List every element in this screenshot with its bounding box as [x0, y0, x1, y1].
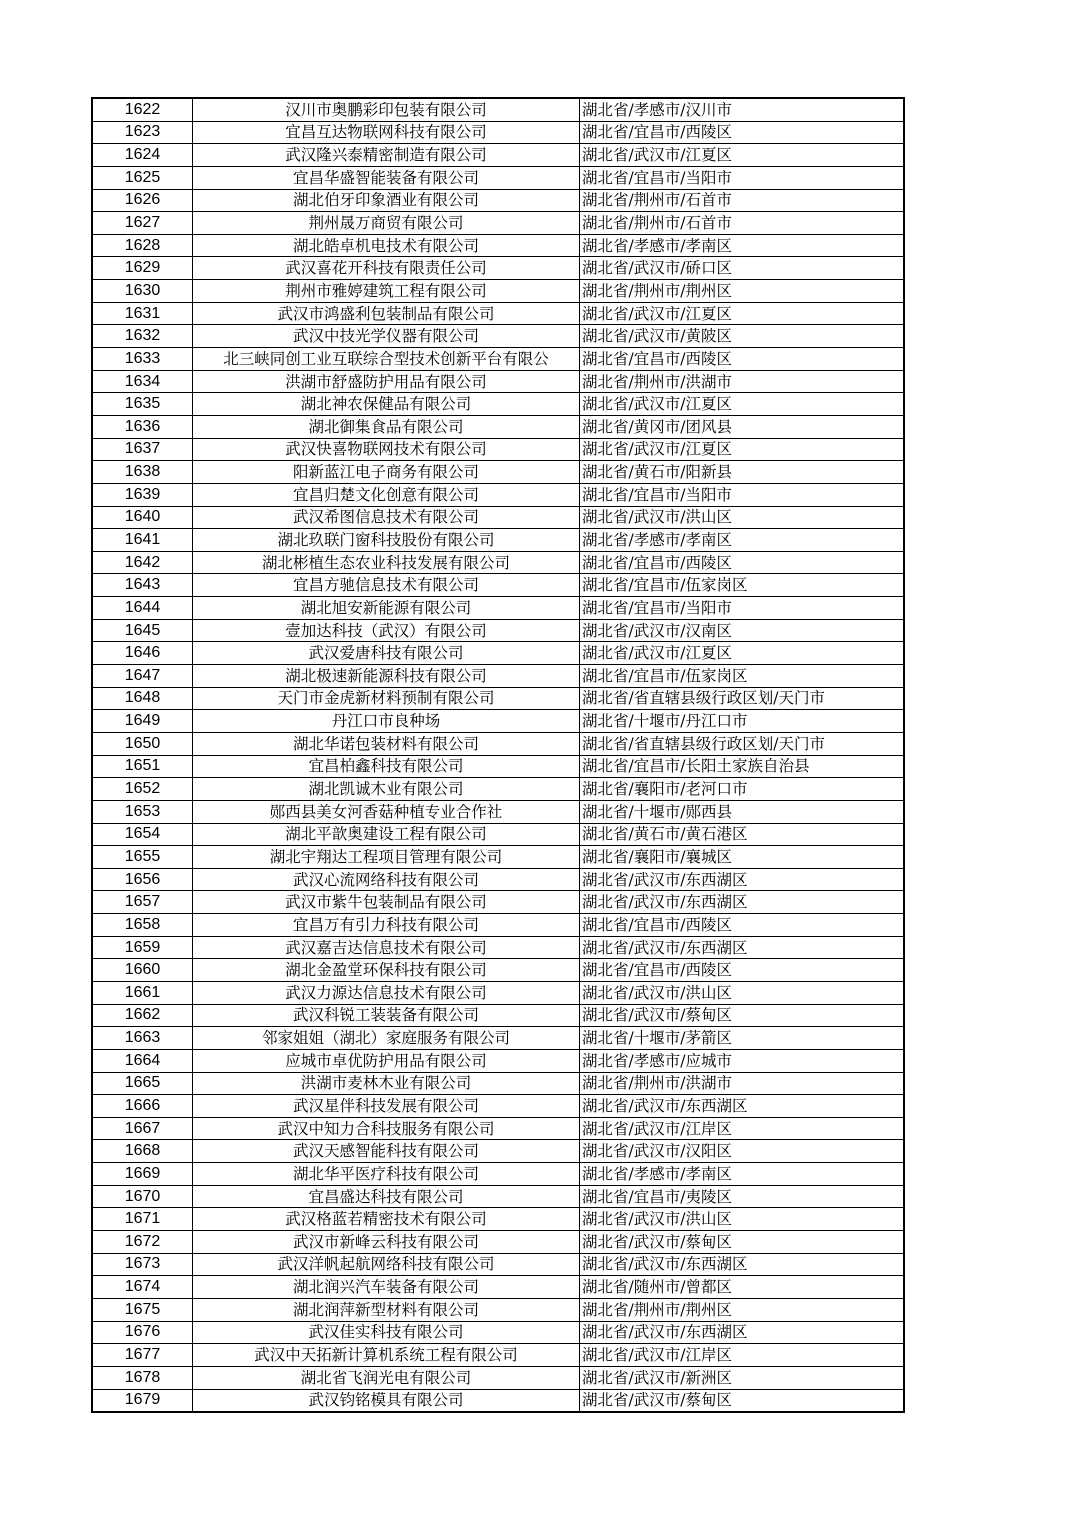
region-cell: 湖北省/省直辖县级行政区划/天门市	[580, 687, 905, 710]
company-name-cell: 荆州晟万商贸有限公司	[193, 212, 580, 235]
company-name-cell: 荆州市雅婷建筑工程有限公司	[193, 280, 580, 303]
region-cell: 湖北省/武汉市/蔡甸区	[580, 1231, 905, 1254]
company-name-cell: 武汉格蓝若精密技术有限公司	[193, 1208, 580, 1231]
region-cell: 湖北省/宜昌市/西陵区	[580, 551, 905, 574]
table-row	[92, 1027, 904, 1050]
region-cell: 湖北省/武汉市/硚口区	[580, 257, 905, 280]
row-number-cell: 1653	[92, 800, 193, 823]
row-number-cell: 1637	[92, 438, 193, 461]
region-cell: 湖北省/宜昌市/当阳市	[580, 483, 905, 506]
region-cell: 湖北省/武汉市/洪山区	[580, 506, 905, 529]
company-name-cell: 北三峡同创工业互联综合型技术创新平台有限公	[193, 348, 580, 371]
table-row	[92, 823, 904, 846]
row-number-cell: 1651	[92, 755, 193, 778]
table-row	[92, 597, 904, 620]
table-row	[92, 1253, 904, 1276]
table-row	[92, 1117, 904, 1140]
company-name-cell: 丹江口市良种场	[193, 710, 580, 733]
table-row	[92, 710, 904, 733]
table-row	[92, 1163, 904, 1186]
table-row	[92, 1140, 904, 1163]
company-name-cell: 汉川市奥鹏彩印包装有限公司	[193, 98, 580, 121]
company-name-cell: 湖北玖联门窗科技股份有限公司	[193, 529, 580, 552]
region-cell: 湖北省/孝感市/孝南区	[580, 529, 905, 552]
region-cell: 湖北省/荆州市/石首市	[580, 212, 905, 235]
table-row	[92, 348, 904, 371]
row-number-cell: 1656	[92, 868, 193, 891]
company-name-cell: 武汉佳实科技有限公司	[193, 1321, 580, 1344]
table-row	[92, 687, 904, 710]
table-row	[92, 280, 904, 303]
region-cell: 湖北省/武汉市/东西湖区	[580, 1321, 905, 1344]
table-row	[92, 1321, 904, 1344]
table-row	[92, 506, 904, 529]
row-number-cell: 1675	[92, 1298, 193, 1321]
row-number-cell: 1677	[92, 1344, 193, 1367]
row-number-cell: 1662	[92, 1004, 193, 1027]
company-name-cell: 武汉嘉吉达信息技术有限公司	[193, 936, 580, 959]
region-cell: 湖北省/孝感市/汉川市	[580, 98, 905, 121]
row-number-cell: 1628	[92, 234, 193, 257]
row-number-cell: 1626	[92, 189, 193, 212]
table-row	[92, 438, 904, 461]
row-number-cell: 1658	[92, 914, 193, 937]
row-number-cell: 1657	[92, 891, 193, 914]
row-number-cell: 1665	[92, 1072, 193, 1095]
company-name-cell: 武汉爱唐科技有限公司	[193, 642, 580, 665]
table-row	[92, 1344, 904, 1367]
company-name-cell: 湖北华平医疗科技有限公司	[193, 1163, 580, 1186]
region-cell: 湖北省/武汉市/新洲区	[580, 1366, 905, 1389]
company-name-cell: 湖北伯牙印象酒业有限公司	[193, 189, 580, 212]
table-row	[92, 1366, 904, 1389]
row-number-cell: 1668	[92, 1140, 193, 1163]
region-cell: 湖北省/武汉市/江夏区	[580, 438, 905, 461]
company-name-cell: 武汉天感智能科技有限公司	[193, 1140, 580, 1163]
row-number-cell: 1666	[92, 1095, 193, 1118]
company-name-cell: 武汉隆兴泰精密制造有限公司	[193, 144, 580, 167]
table-row	[92, 1276, 904, 1299]
company-name-cell: 湖北极速新能源科技有限公司	[193, 665, 580, 688]
region-cell: 湖北省/宜昌市/伍家岗区	[580, 574, 905, 597]
table-row	[92, 1389, 904, 1412]
row-number-cell: 1633	[92, 348, 193, 371]
region-cell: 湖北省/武汉市/江夏区	[580, 642, 905, 665]
row-number-cell: 1624	[92, 144, 193, 167]
company-name-cell: 宜昌互达物联网科技有限公司	[193, 121, 580, 144]
table-row	[92, 234, 904, 257]
region-cell: 湖北省/武汉市/汉南区	[580, 619, 905, 642]
table-row	[92, 529, 904, 552]
row-number-cell: 1644	[92, 597, 193, 620]
region-cell: 湖北省/宜昌市/夷陵区	[580, 1185, 905, 1208]
company-name-cell: 洪湖市舒盛防护用品有限公司	[193, 370, 580, 393]
table-row	[92, 212, 904, 235]
row-number-cell: 1647	[92, 665, 193, 688]
company-name-cell: 武汉中知力合科技服务有限公司	[193, 1117, 580, 1140]
region-cell: 湖北省/武汉市/蔡甸区	[580, 1389, 905, 1412]
table-row	[92, 370, 904, 393]
region-cell: 湖北省/荆州市/荆州区	[580, 1298, 905, 1321]
region-cell: 湖北省/孝感市/孝南区	[580, 1163, 905, 1186]
region-cell: 湖北省/宜昌市/当阳市	[580, 166, 905, 189]
region-cell: 湖北省/宜昌市/伍家岗区	[580, 665, 905, 688]
region-cell: 湖北省/武汉市/江夏区	[580, 144, 905, 167]
row-number-cell: 1670	[92, 1185, 193, 1208]
table-row	[92, 461, 904, 484]
row-number-cell: 1673	[92, 1253, 193, 1276]
company-name-cell: 武汉市新峰云科技有限公司	[193, 1231, 580, 1254]
table-row	[92, 257, 904, 280]
company-list-body	[92, 98, 904, 1412]
region-cell: 湖北省/武汉市/黄陂区	[580, 325, 905, 348]
region-cell: 湖北省/武汉市/汉阳区	[580, 1140, 905, 1163]
row-number-cell: 1631	[92, 302, 193, 325]
row-number-cell: 1679	[92, 1389, 193, 1412]
region-cell: 湖北省/武汉市/蔡甸区	[580, 1004, 905, 1027]
company-name-cell: 湖北润萍新型材料有限公司	[193, 1298, 580, 1321]
table-row	[92, 732, 904, 755]
company-name-cell: 湖北润兴汽车装备有限公司	[193, 1276, 580, 1299]
row-number-cell: 1650	[92, 732, 193, 755]
row-number-cell: 1629	[92, 257, 193, 280]
region-cell: 湖北省/武汉市/江夏区	[580, 302, 905, 325]
table-row	[92, 1072, 904, 1095]
company-name-cell: 湖北华诺包装材料有限公司	[193, 732, 580, 755]
company-name-cell: 武汉喜花开科技有限责任公司	[193, 257, 580, 280]
table-row	[92, 302, 904, 325]
table-row	[92, 619, 904, 642]
region-cell: 湖北省/黄冈市/团风县	[580, 415, 905, 438]
region-cell: 湖北省/武汉市/江夏区	[580, 393, 905, 416]
table-row	[92, 1004, 904, 1027]
row-number-cell: 1643	[92, 574, 193, 597]
row-number-cell: 1672	[92, 1231, 193, 1254]
row-number-cell: 1660	[92, 959, 193, 982]
table-row	[92, 551, 904, 574]
table-row	[92, 868, 904, 891]
table-row	[92, 936, 904, 959]
company-name-cell: 宜昌柏鑫科技有限公司	[193, 755, 580, 778]
region-cell: 湖北省/襄阳市/老河口市	[580, 778, 905, 801]
row-number-cell: 1652	[92, 778, 193, 801]
company-name-cell: 武汉钧铭模具有限公司	[193, 1389, 580, 1412]
region-cell: 湖北省/孝感市/应城市	[580, 1049, 905, 1072]
company-name-cell: 武汉市鸿盛利包装制品有限公司	[193, 302, 580, 325]
row-number-cell: 1659	[92, 936, 193, 959]
row-number-cell: 1648	[92, 687, 193, 710]
company-name-cell: 湖北宇翔达工程项目管理有限公司	[193, 846, 580, 869]
table-row	[92, 415, 904, 438]
row-number-cell: 1669	[92, 1163, 193, 1186]
table-row	[92, 1298, 904, 1321]
row-number-cell: 1655	[92, 846, 193, 869]
region-cell: 湖北省/武汉市/江岸区	[580, 1117, 905, 1140]
row-number-cell: 1671	[92, 1208, 193, 1231]
region-cell: 湖北省/十堰市/郧西县	[580, 800, 905, 823]
company-list-table	[91, 97, 905, 1413]
row-number-cell: 1634	[92, 370, 193, 393]
company-name-cell: 湖北皓卓机电技术有限公司	[193, 234, 580, 257]
company-name-cell: 湖北神农保健品有限公司	[193, 393, 580, 416]
region-cell: 湖北省/宜昌市/西陵区	[580, 914, 905, 937]
row-number-cell: 1622	[92, 98, 193, 121]
company-name-cell: 天门市金虎新材料预制有限公司	[193, 687, 580, 710]
table-row	[92, 98, 904, 121]
region-cell: 湖北省/武汉市/东西湖区	[580, 1095, 905, 1118]
company-name-cell: 湖北平歆奥建设工程有限公司	[193, 823, 580, 846]
table-row	[92, 325, 904, 348]
row-number-cell: 1623	[92, 121, 193, 144]
table-row	[92, 959, 904, 982]
region-cell: 湖北省/襄阳市/襄城区	[580, 846, 905, 869]
table-row	[92, 1185, 904, 1208]
company-name-cell: 湖北省飞润光电有限公司	[193, 1366, 580, 1389]
row-number-cell: 1661	[92, 981, 193, 1004]
region-cell: 湖北省/十堰市/茅箭区	[580, 1027, 905, 1050]
row-number-cell: 1641	[92, 529, 193, 552]
table-row	[92, 483, 904, 506]
region-cell: 湖北省/武汉市/东西湖区	[580, 891, 905, 914]
region-cell: 湖北省/宜昌市/西陵区	[580, 348, 905, 371]
region-cell: 湖北省/荆州市/洪湖市	[580, 370, 905, 393]
company-name-cell: 邻家姐姐（湖北）家庭服务有限公司	[193, 1027, 580, 1050]
row-number-cell: 1630	[92, 280, 193, 303]
company-name-cell: 宜昌归楚文化创意有限公司	[193, 483, 580, 506]
company-name-cell: 武汉希图信息技术有限公司	[193, 506, 580, 529]
table-row	[92, 189, 904, 212]
row-number-cell: 1638	[92, 461, 193, 484]
table-row	[92, 981, 904, 1004]
row-number-cell: 1654	[92, 823, 193, 846]
table-row	[92, 642, 904, 665]
company-name-cell: 武汉力源达信息技术有限公司	[193, 981, 580, 1004]
region-cell: 湖北省/荆州市/荆州区	[580, 280, 905, 303]
row-number-cell: 1642	[92, 551, 193, 574]
region-cell: 湖北省/省直辖县级行政区划/天门市	[580, 732, 905, 755]
company-name-cell: 武汉科锐工装装备有限公司	[193, 1004, 580, 1027]
table-row	[92, 1095, 904, 1118]
company-name-cell: 宜昌华盛智能装备有限公司	[193, 166, 580, 189]
region-cell: 湖北省/荆州市/洪湖市	[580, 1072, 905, 1095]
company-name-cell: 宜昌方驰信息技术有限公司	[193, 574, 580, 597]
row-number-cell: 1664	[92, 1049, 193, 1072]
table-row	[92, 914, 904, 937]
company-name-cell: 壹加达科技（武汉）有限公司	[193, 619, 580, 642]
region-cell: 湖北省/黄石市/黄石港区	[580, 823, 905, 846]
row-number-cell: 1649	[92, 710, 193, 733]
row-number-cell: 1640	[92, 506, 193, 529]
company-name-cell: 湖北凯诚木业有限公司	[193, 778, 580, 801]
table-row	[92, 144, 904, 167]
company-name-cell: 宜昌万有引力科技有限公司	[193, 914, 580, 937]
row-number-cell: 1663	[92, 1027, 193, 1050]
row-number-cell: 1676	[92, 1321, 193, 1344]
row-number-cell: 1639	[92, 483, 193, 506]
table-row	[92, 1049, 904, 1072]
row-number-cell: 1635	[92, 393, 193, 416]
row-number-cell: 1645	[92, 619, 193, 642]
table-row	[92, 665, 904, 688]
company-name-cell: 武汉市紫牛包装制品有限公司	[193, 891, 580, 914]
company-name-cell: 武汉中技光学仪器有限公司	[193, 325, 580, 348]
region-cell: 湖北省/黄石市/阳新县	[580, 461, 905, 484]
company-name-cell: 洪湖市麦林木业有限公司	[193, 1072, 580, 1095]
company-name-cell: 武汉星伴科技发展有限公司	[193, 1095, 580, 1118]
table-row	[92, 574, 904, 597]
row-number-cell: 1646	[92, 642, 193, 665]
region-cell: 湖北省/武汉市/江岸区	[580, 1344, 905, 1367]
table-row	[92, 846, 904, 869]
region-cell: 湖北省/武汉市/洪山区	[580, 981, 905, 1004]
table-row	[92, 393, 904, 416]
region-cell: 湖北省/十堰市/丹江口市	[580, 710, 905, 733]
company-name-cell: 湖北御集食品有限公司	[193, 415, 580, 438]
region-cell: 湖北省/孝感市/孝南区	[580, 234, 905, 257]
region-cell: 湖北省/武汉市/洪山区	[580, 1208, 905, 1231]
region-cell: 湖北省/宜昌市/西陵区	[580, 121, 905, 144]
company-name-cell: 湖北金盈堂环保科技有限公司	[193, 959, 580, 982]
company-name-cell: 郧西县美女河香菇种植专业合作社	[193, 800, 580, 823]
company-name-cell: 湖北彬植生态农业科技发展有限公司	[193, 551, 580, 574]
company-name-cell: 阳新蓝江电子商务有限公司	[193, 461, 580, 484]
region-cell: 湖北省/随州市/曾都区	[580, 1276, 905, 1299]
company-name-cell: 武汉中天拓新计算机系统工程有限公司	[193, 1344, 580, 1367]
region-cell: 湖北省/武汉市/东西湖区	[580, 868, 905, 891]
region-cell: 湖北省/宜昌市/当阳市	[580, 597, 905, 620]
region-cell: 湖北省/武汉市/东西湖区	[580, 936, 905, 959]
company-name-cell: 武汉心流网络科技有限公司	[193, 868, 580, 891]
table-row	[92, 1231, 904, 1254]
region-cell: 湖北省/荆州市/石首市	[580, 189, 905, 212]
table-row	[92, 121, 904, 144]
table-row	[92, 891, 904, 914]
table-row	[92, 755, 904, 778]
table-row	[92, 778, 904, 801]
row-number-cell: 1625	[92, 166, 193, 189]
row-number-cell: 1667	[92, 1117, 193, 1140]
table-row	[92, 1208, 904, 1231]
row-number-cell: 1632	[92, 325, 193, 348]
company-name-cell: 应城市卓优防护用品有限公司	[193, 1049, 580, 1072]
row-number-cell: 1674	[92, 1276, 193, 1299]
company-name-cell: 武汉快喜物联网技术有限公司	[193, 438, 580, 461]
company-name-cell: 宜昌盛达科技有限公司	[193, 1185, 580, 1208]
row-number-cell: 1636	[92, 415, 193, 438]
company-name-cell: 湖北旭安新能源有限公司	[193, 597, 580, 620]
table-row	[92, 800, 904, 823]
row-number-cell: 1627	[92, 212, 193, 235]
region-cell: 湖北省/武汉市/东西湖区	[580, 1253, 905, 1276]
company-name-cell: 武汉洋帆起航网络科技有限公司	[193, 1253, 580, 1276]
table-row	[92, 166, 904, 189]
row-number-cell: 1678	[92, 1366, 193, 1389]
region-cell: 湖北省/宜昌市/西陵区	[580, 959, 905, 982]
region-cell: 湖北省/宜昌市/长阳土家族自治县	[580, 755, 905, 778]
